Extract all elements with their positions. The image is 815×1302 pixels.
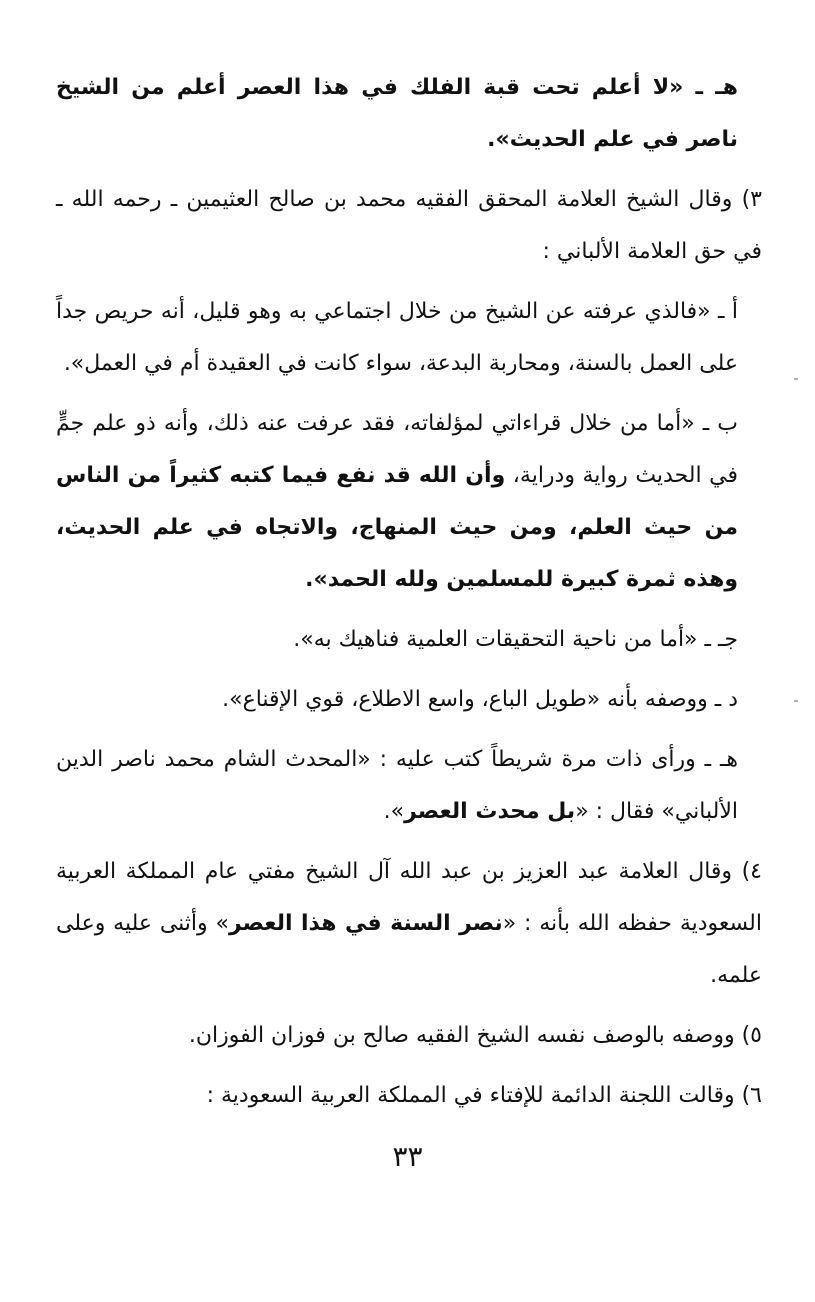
bold-text-segment: بل محدث العصر bbox=[404, 799, 576, 824]
margin-mark bbox=[794, 378, 798, 380]
paragraph bbox=[56, 174, 762, 278]
paragraph bbox=[56, 1010, 762, 1062]
page-number: ٣٣ bbox=[392, 1140, 423, 1173]
paragraph bbox=[56, 286, 762, 390]
text-segment: ٦) وقالت اللجنة الدائمة للإفتاء في المملكة العربية السعودية : bbox=[206, 1083, 762, 1108]
text-segment: جـ ـ «أما من ناحية التحقيقات العلمية فناهيك به». bbox=[293, 627, 738, 652]
text-segment: أ ـ «فالذي عرفته عن الشيخ من خلال اجتماعي به وهو قليل، أنه حريص جداً على العمل بالسنة، ومحاربة البدعة، سواء كانت في العقيدة أم في العمل». bbox=[56, 299, 738, 376]
body-text bbox=[56, 62, 762, 1130]
text-segment: هـ ـ ورأى ذات مرة شريطاً كتب عليه : «المحدث الشام محمد ناصر الدين الألباني» فقال : « bbox=[56, 747, 738, 824]
paragraph bbox=[56, 614, 762, 666]
paragraph bbox=[56, 734, 762, 838]
bold-text-segment: هـ ـ «لا أعلم تحت قبة الفلك في هذا العصر أعلم من الشيخ ناصر في علم الحديث». bbox=[56, 75, 738, 152]
bold-text-segment: نصر السنة في هذا العصر bbox=[228, 911, 503, 936]
margin-mark bbox=[794, 700, 798, 702]
text-segment: د ـ ووصفه بأنه «طويل الباع، واسع الاطلاع، قوي الإقناع». bbox=[222, 687, 738, 712]
paragraph bbox=[56, 62, 762, 166]
text-segment: ٣) وقال الشيخ العلامة المحقق الفقيه محمد بن صالح العثيمين ـ رحمه الله ـ في حق العلامة الألباني : bbox=[56, 187, 762, 264]
text-segment: » وأثنى عليه وعلى علمه. bbox=[56, 911, 762, 988]
paragraph bbox=[56, 398, 762, 606]
text-segment: ٥) ووصفه بالوصف نفسه الشيخ الفقيه صالح بن فوزان الفوزان. bbox=[188, 1023, 762, 1048]
text-segment: ٤) وقال العلامة عبد العزيز بن عبد الله آل الشيخ مفتي عام المملكة العربية السعودية حفظه الله بأنه : « bbox=[56, 859, 762, 936]
bold-text-segment: وأن الله قد نفع فيما كتبه كثيراً من الناس من حيث العلم، ومن حيث المنهاج، والاتجاه في علم الحديث، وهذه ثمرة كبيرة للمسلمين ولله الحمد». bbox=[56, 463, 738, 592]
paragraph bbox=[56, 674, 762, 726]
text-segment: ب ـ «أما من خلال قراءاتي لمؤلفاته، فقد عرفت عنه ذلك، وأنه ذو علم جمٍّ في الحديث رواية ودراية، bbox=[56, 411, 739, 488]
paragraph bbox=[56, 846, 762, 1002]
paragraph bbox=[56, 1070, 762, 1122]
text-segment: ». bbox=[383, 799, 405, 824]
